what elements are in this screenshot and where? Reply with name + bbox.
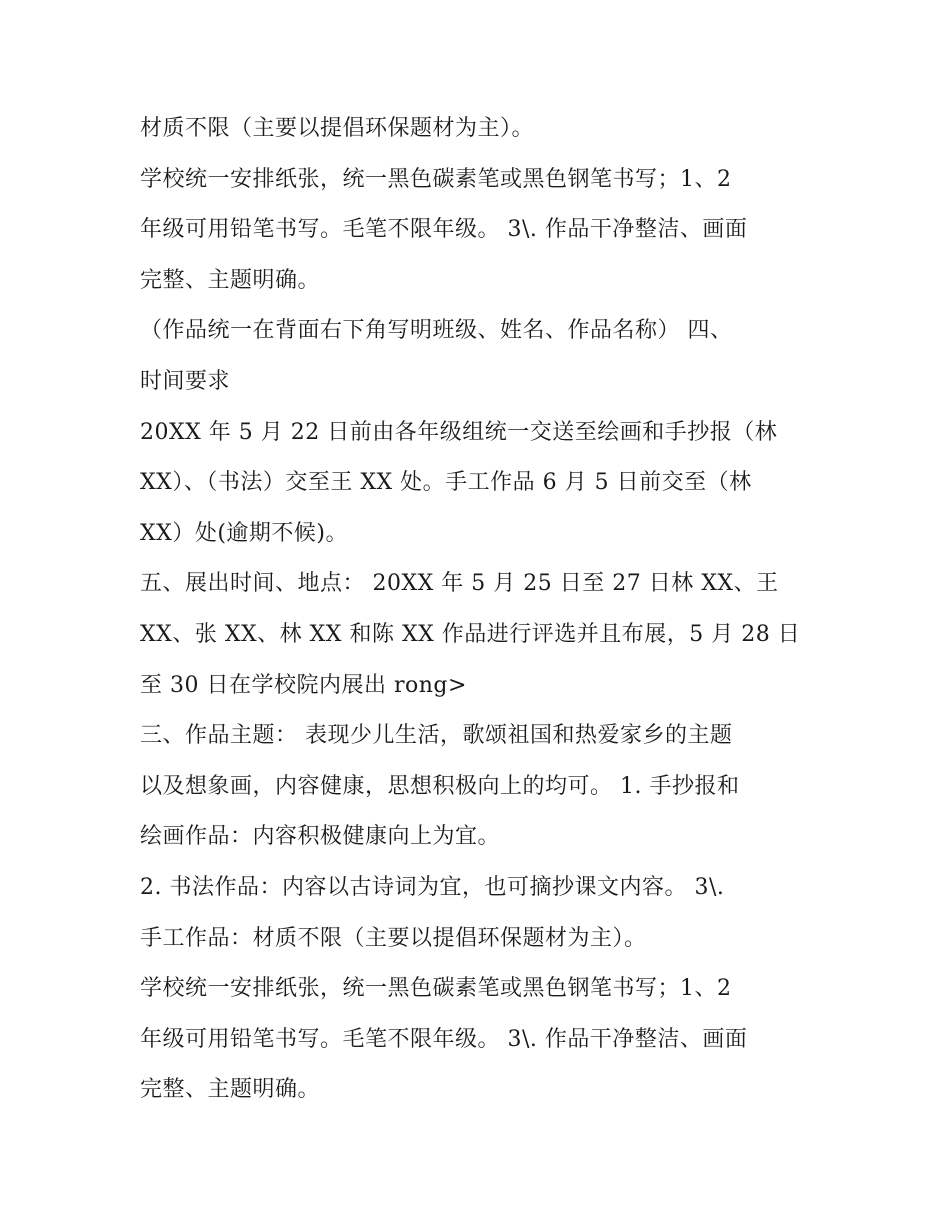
text-line: 至 30 日在学校院内展出 rong> — [140, 672, 467, 698]
text-line: XX）处(逾期不候)。 — [140, 520, 348, 546]
text-line: 五、展出时间、地点： 20XX 年 5 月 25 日至 27 日林 XX、王 — [140, 571, 779, 597]
text-line: 学校统一安排纸张，统一黑色碳素笔或黑色钢笔书写；1、2 — [140, 976, 732, 1002]
text-line: XX）、（书法）交至王 XX 处。手工作品 6 月 5 日前交至（林 — [140, 470, 752, 496]
text-line: 2. 书法作品：内容以古诗词为宜，也可摘抄课文内容。 3\. — [140, 874, 725, 900]
text-line: 完整、主题明确。 — [140, 267, 321, 293]
text-line: 完整、主题明确。 — [140, 1077, 321, 1103]
text-line: 20XX 年 5 月 22 日前由各年级组统一交送至绘画和手抄报（林 — [140, 419, 778, 445]
text-line: 学校统一安排纸张，统一黑色碳素笔或黑色钢笔书写；1、2 — [140, 166, 732, 192]
text-line: XX、张 XX、林 XX 和陈 XX 作品进行评选并且布展，5 月 28 日 — [140, 621, 801, 647]
text-line: 三、作品主题： 表现少儿生活，歌颂祖国和热爱家乡的主题 — [140, 723, 733, 749]
text-line: （作品统一在背面右下角写明班级、姓名、作品名称） 四、 — [140, 318, 733, 344]
text-line: 手工作品：材质不限（主要以提倡环保题材为主）。 — [140, 925, 647, 951]
text-line: 年级可用铅笔书写。毛笔不限年级。 3\. 作品干净整洁、画面 — [140, 217, 748, 243]
document-body — [140, 104, 820, 1116]
text-line: 年级可用铅笔书写。毛笔不限年级。 3\. 作品干净整洁、画面 — [140, 1026, 748, 1052]
text-line: 时间要求 — [140, 368, 231, 394]
text-line: 绘画作品：内容积极健康向上为宜。 — [140, 824, 501, 850]
text-line: 以及想象画，内容健康，思想积极向上的均可。 1. 手抄报和 — [140, 773, 740, 799]
text-line: 材质不限（主要以提倡环保题材为主）。 — [140, 116, 535, 141]
